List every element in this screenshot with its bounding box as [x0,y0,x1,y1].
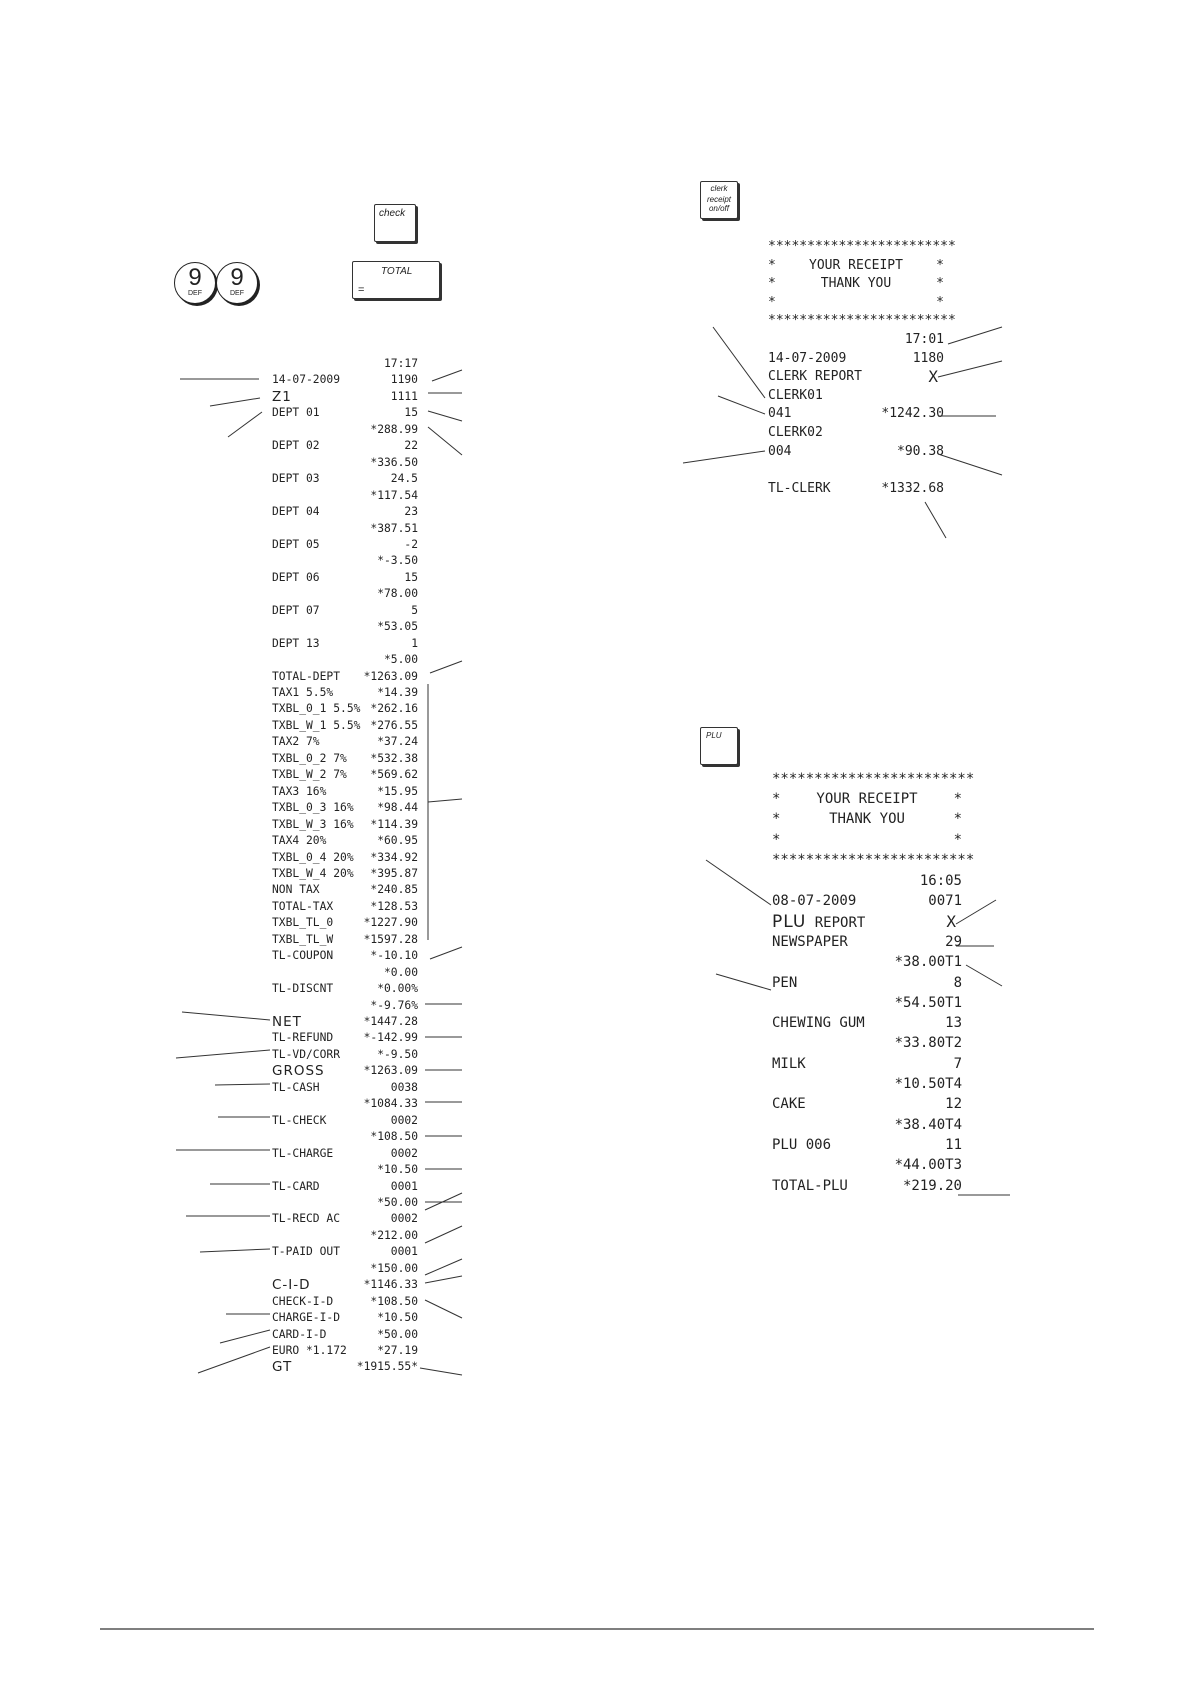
receipt3-stars-text: ************************ [772,851,975,868]
receipt1-line-value: *5.00 [383,653,418,667]
nine-key-1-digit: 9 [188,264,202,291]
receipt1-line-label: CHARGE-I-D [272,1311,341,1325]
receipt3-line-value: 0071 [928,893,962,910]
total-key-label: TOTAL [381,266,413,277]
receipt1-line-label: TAX4 20% [272,834,327,848]
receipt1-line-value: 24.5 [390,472,418,486]
receipt3-header-c: YOUR RECEIPT [816,791,918,808]
receipt1-line-label: TOTAL-TAX [272,899,334,913]
receipt3-header-l: * [772,791,781,808]
receipt1-line-label: TL-REFUND [272,1031,334,1045]
receipt1-line-value: 0002 [390,1113,418,1127]
receipt2-line-value: 17:01 [904,332,944,347]
receipt1-line-value: *569.62 [370,768,418,782]
receipt1-line-value: *10.50 [377,1163,418,1177]
receipt1-line-label: GT [272,1359,293,1376]
check-key-label: check [379,208,406,219]
receipt1-line-value: *395.87 [370,866,418,880]
receipt1-line-value: 15 [404,406,418,420]
receipt1-line-value: *128.53 [370,899,418,913]
receipt1-line-value: *14.39 [377,686,418,699]
receipt1-line-label: TXBL_W_3 16% [272,817,354,831]
receipt1-line-value: *78.00 [377,587,418,601]
receipt3-line-value: *10.50T4 [894,1076,962,1092]
receipt3-line-value: X [946,911,956,931]
receipt1-line-label: TL-COUPON [272,949,334,963]
receipt1-line-value: 0038 [390,1080,418,1094]
receipt1-line-value: 5 [411,603,418,617]
receipt1-line-value: *53.05 [377,620,418,634]
receipt3-line-value: *38.40T4 [894,1116,962,1133]
receipt1-line-label: TL-VD/CORR [272,1047,341,1061]
receipt3-line-label: TOTAL-PLU [772,1177,848,1194]
receipt3-stars-text: ************************ [772,771,975,787]
receipt1-line-label: NON TAX [272,883,320,897]
receipt3-line-label: MILK [772,1055,806,1072]
receipt1-line-label: NET [272,1014,302,1030]
receipt1-line-value: *150.00 [370,1261,418,1275]
receipt2-line-label: CLERK REPORT [768,369,862,385]
receipt3-line-value: *44.00T3 [894,1157,962,1174]
receipt3-line-value: 7 [953,1055,962,1072]
receipt3-header-r: * [953,831,962,848]
receipt1-line-label: GROSS [272,1063,325,1080]
receipt1-line-label: TXBL_0_4 20% [272,850,354,864]
receipt1-line-value: *240.85 [370,883,418,897]
clerk-key-label-1: clerk [710,184,728,193]
receipt1-line-value: *1447.28 [363,1015,418,1028]
receipt1-line-label: TXBL_W_2 7% [272,768,347,782]
receipt1-line-value: 0002 [390,1146,418,1160]
receipt1-line-value: 15 [404,570,418,584]
receipt1-line-value: *50.00 [377,1327,418,1341]
receipt2-line-label: 14-07-2009 [768,350,847,366]
receipt2-header-l: * [768,294,776,310]
receipt2-line-label: 041 [768,406,792,422]
receipt1-line-label: TXBL_TL_W [272,932,334,946]
receipt3-report-word: REPORT [806,914,866,931]
receipt3-line-label: 08-07-2009 [772,893,857,910]
receipt1-line-value: *-9.76% [370,998,418,1012]
receipt1-line-value: *336.50 [370,455,418,469]
receipt1-line-label: DEPT 02 [272,439,320,453]
receipt3-line-value: *219.20 [902,1177,962,1194]
receipt1-line-value: *1146.33 [363,1278,418,1292]
receipt1-line-label: DEPT 13 [272,636,320,650]
clerk-key-label-3: on/off [708,204,729,213]
receipt3-line-value: 13 [945,1015,962,1032]
receipt1-line-value: *532.38 [370,751,418,765]
receipt3-line-value: 11 [945,1136,962,1153]
receipt1-line-value: 1190 [390,373,418,387]
receipt3-header-c: THANK YOU [829,811,905,828]
receipt1-line-value: *212.00 [370,1228,418,1242]
receipt2-line-value: *1242.30 [881,406,944,422]
receipt2-header-r: * [936,276,944,291]
receipt2-stars-text: ************************ [768,313,956,328]
receipt1-line-label: T-PAID OUT [272,1245,341,1259]
receipt2-header-c: THANK YOU [820,276,892,291]
receipt3-line-value: 16:05 [919,873,962,889]
receipt2-line-label: CLERK02 [768,425,823,440]
receipt1-line-value: *27.19 [377,1344,418,1357]
receipt3-line-value: *54.50T1 [894,994,962,1011]
receipt1-line-label: DEPT 04 [272,505,320,519]
receipt1-line-label: DEPT 01 [272,406,320,420]
receipt1-line-label: TXBL_W_4 20% [272,866,354,880]
receipt3-line-label: PLU 006 [772,1136,832,1153]
nine-key-2-sub: DEF [230,290,244,297]
receipt1-line-label: TAX1 5.5% [272,686,334,699]
receipt1-line-label: TXBL_TL_0 [272,916,334,930]
receipt1-line-value: *334.92 [370,850,418,864]
receipt1-line-value: *1227.90 [363,916,418,930]
receipt1-line-value: *276.55 [370,718,418,732]
receipt1-line-label: 14-07-2009 [272,373,341,387]
receipt3-header-r: * [953,811,962,828]
total-key-equals: = [358,284,365,296]
receipt3-line-value: 29 [945,933,962,950]
receipt3-header-l: * [772,831,781,848]
receipt2-line-value: *90.38 [897,443,944,459]
receipt1-line-value: *288.99 [370,422,418,436]
receipt1-line-value: *-3.50 [377,554,418,568]
receipt1-line-label: TL-RECD AC [272,1212,341,1226]
receipt1-line-value: *1084.33 [363,1097,418,1111]
receipt1-line-label: TL-CASH [272,1080,320,1094]
receipt1-line-label: TAX2 7% [272,735,320,749]
receipt2-stars-text: ************************ [768,239,956,254]
receipt1-line-value: *0.00% [377,982,418,996]
receipt1-line-value: -2 [404,537,418,551]
receipt1-line-value: *50.00 [377,1195,418,1209]
receipt1-line-value: 23 [404,505,418,519]
receipt1-line-value: *-10.10 [370,949,418,963]
receipt2-header-r: * [936,294,944,310]
receipt1-line-value: *1263.09 [363,669,418,683]
receipt1-line-label: DEPT 05 [272,537,320,551]
receipt1-line-label: TL-CARD [272,1179,320,1193]
receipt1-line-value: 0001 [390,1245,418,1259]
receipt2-line-label: TL-CLERK [768,480,831,496]
receipt1-line-value: *1263.09 [363,1064,418,1078]
receipt3-line-label: NEWSPAPER [772,933,848,950]
receipt3-header-l: * [772,811,781,828]
receipt1-line-value: *10.50 [377,1311,418,1325]
receipt1-line-value: *0.00 [383,965,418,979]
receipt1-line-value: *60.95 [377,834,418,848]
receipt1-line-label: DEPT 03 [272,472,320,486]
receipt1-line-value: 17:17 [383,357,418,370]
receipt1-line-label: Z1 [272,388,292,405]
receipt1-line-label: DEPT 06 [272,570,320,584]
receipt1-line-value: *1597.28 [363,932,418,946]
receipt1-line-value: 1111 [390,389,418,403]
receipt3-plu-word: PLU [772,911,807,932]
receipt1-line-value: *98.44 [377,801,418,815]
receipt1-line-label: TXBL_0_1 5.5% [272,702,361,716]
receipt1-line-value: *-9.50 [377,1047,418,1061]
receipt2-line-label: 004 [768,443,792,459]
receipt2-line-value: *1332.68 [881,480,944,496]
receipt1-line-value: *1915.55* [356,1360,418,1374]
receipt1-line-label: CHECK-I-D [272,1294,334,1308]
receipt1-line-label: C-I-D [272,1277,311,1294]
receipt1-line-value: *37.24 [377,735,418,749]
receipt2-header-r: * [936,257,944,273]
receipt1-line-value: 1 [411,636,418,650]
receipt1-line-value: *262.16 [370,702,418,716]
receipt2-header-c: YOUR RECEIPT [809,257,903,273]
receipt1-line-label: EURO *1.172 [272,1344,347,1357]
receipt1-line-value: *-142.99 [363,1031,418,1045]
receipt1-line-label: TL-CHECK [272,1113,327,1127]
receipt2-line-value: 1180 [912,350,944,366]
receipt2-line-value: X [928,367,938,387]
receipt1-line-value: *387.51 [370,521,418,535]
receipt1-line-label: TOTAL-DEPT [272,669,341,683]
receipt1-line-label: DEPT 07 [272,603,320,617]
receipt3-line-label: CAKE [772,1096,806,1113]
receipt1-line-label: TAX3 16% [272,784,327,798]
nine-key-1-sub: DEF [188,290,202,297]
receipt1-line-value: *117.54 [370,488,418,502]
receipt1-line-label: TXBL_0_2 7% [272,751,347,765]
receipt3-line-value: 8 [953,974,962,991]
receipt1-line-label: TXBL_W_1 5.5% [272,718,361,732]
receipt1-line-label: TL-CHARGE [272,1146,334,1160]
receipt3-header-r: * [953,791,962,808]
receipt1-line-value: *114.39 [370,817,418,831]
receipt1-line-value: 0001 [390,1179,418,1193]
receipt1-line-label: CARD-I-D [272,1327,327,1341]
nine-key-2-digit: 9 [230,264,244,291]
clerk-key-label-2: receipt [706,195,731,204]
receipt2-header-l: * [768,257,776,273]
receipt1-line-label: TL-DISCNT [272,982,334,996]
receipt1-line-value: *108.50 [370,1294,418,1308]
receipt3-line-value: 12 [945,1096,962,1113]
receipt1-line-value: 22 [404,439,418,453]
plu-key-label: PLU [706,731,722,740]
receipt1-line-label: TXBL_0_3 16% [272,801,354,815]
receipt2-line-label: CLERK01 [768,387,823,403]
receipt3-line-label: CHEWING GUM [772,1015,865,1032]
receipt1-line-value: *108.50 [370,1130,418,1144]
receipt2-header-l: * [768,276,776,291]
receipt3-line-value: *33.80T2 [894,1035,962,1052]
receipt1-line-value: *15.95 [377,784,418,798]
receipt3-line-value: *38.00T1 [894,954,962,971]
receipt1-line-value: 0002 [390,1212,418,1226]
receipt3-line-label: PEN [772,974,798,991]
